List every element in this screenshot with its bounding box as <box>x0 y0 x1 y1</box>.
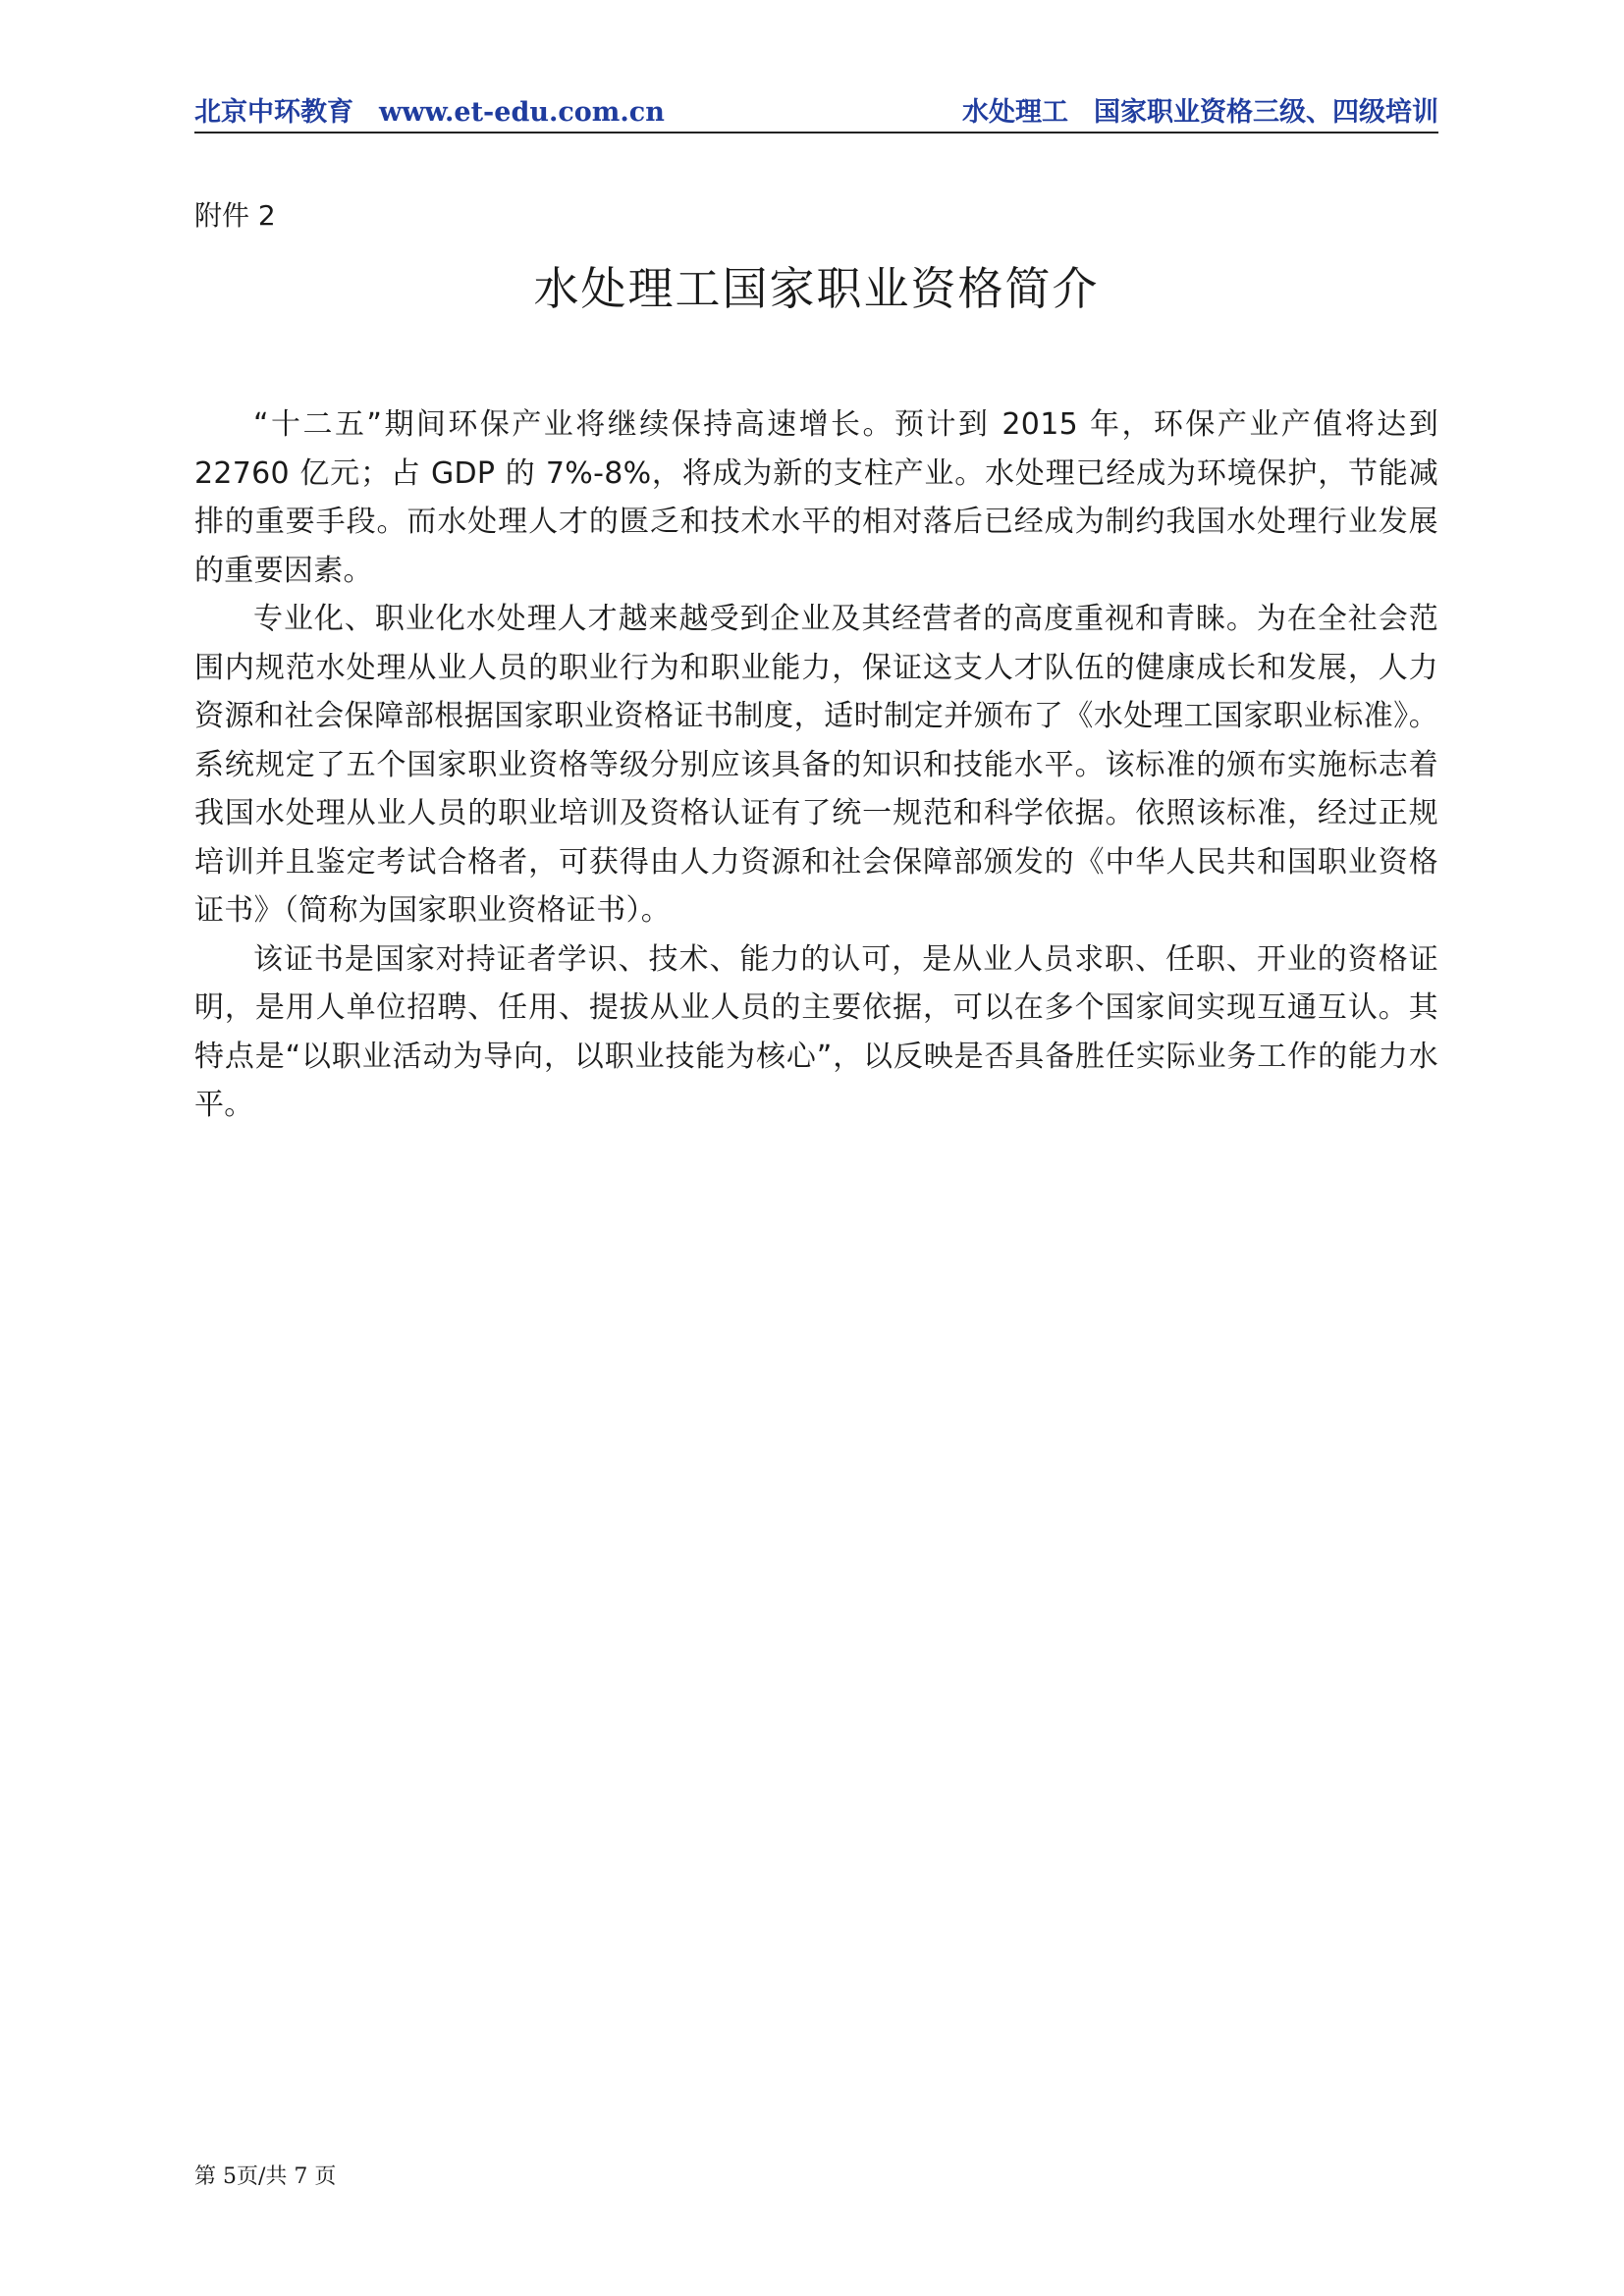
page-header <box>194 86 1438 133</box>
paragraph: 该证书是国家对持证者学识、技术、能力的认可，是从业人员求职、任职、开业的资格证明，是用人单位招聘、任用、提拔从业人员的主要依据，可以在多个国家间实现互通互认。其特点是“以职业活动为导向，以职业技能为核心”，以反映是否具备胜任实际业务工作的能力水平。 <box>194 941 1438 1122</box>
header-right <box>962 90 1438 129</box>
document-body <box>194 400 1438 1130</box>
header-subtitle: 国家职业资格三级、四级培训 <box>1094 97 1438 128</box>
paragraph: “十二五”期间环保产业将继续保持高速增长。预计到 2015 年，环保产业产值将达到 22760 亿元；占 GDP 的 7%-8%，将成为新的支柱产业。水处理已经成为环境保护，节能减排的重要手段。而水处理人才的匮乏和技术水平的相对落后已经成为制约我国水处理行业发展的重要因素。 <box>194 407 1438 588</box>
header-left <box>194 90 665 129</box>
page-footer: 第 5页/共 7 页 <box>194 2164 337 2189</box>
attachment-label: 附件 2 <box>194 199 276 232</box>
header-org: 北京中环教育 <box>194 97 353 128</box>
header-course: 水处理工 <box>962 97 1068 128</box>
document-title: 水处理工国家职业资格简介 <box>533 262 1100 315</box>
paragraph: 专业化、职业化水处理人才越来越受到企业及其经营者的高度重视和青睐。为在全社会范围内规范水处理从业人员的职业行为和职业能力，保证这支人才队伍的健康成长和发展，人力资源和社会保障部根据国家职业资格证书制度，适时制定并颁布了《水处理工国家职业标准》。系统规定了五个国家职业资格等级分别应该具备的知识和技能水平。该标准的颁布实施标志着我国水处理从业人员的职业培训及资格认证有了统一规范和科学依据。依照该标准，经过正规培训并且鉴定考试合格者，可获得由人力资源和社会保障部颁发的《中华人民共和国职业资格证书》（简称为国家职业资格证书）。 <box>194 602 1438 928</box>
header-url: www.et-edu.com.cn <box>379 97 665 128</box>
